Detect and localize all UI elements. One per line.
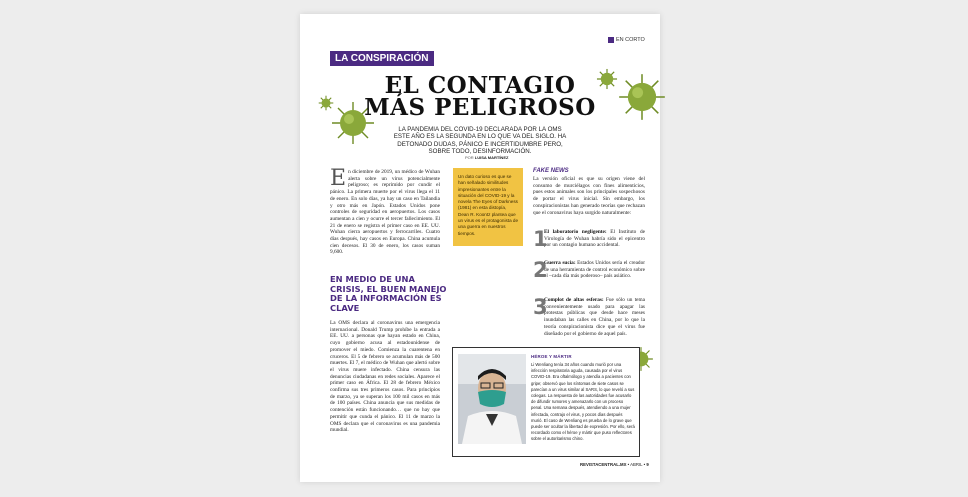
theory-number: 2 [533, 258, 548, 282]
crisis-body: La OMS declara al coronavirus una emergencia internacional. Donald Trump prohíbe la entrada a EE. UU. a personas que hayan estado en China, cuyo gobierno acusa al estadounidense de promover el miedo. Comienza la cuarentena en cruceros. El 5 de febrero se acumulan más de 500 muertes. El 7, el médico de Wuhan que alertó sobre el virus muere infectado. China censura las denuncias ciudadanas en redes sociales. Aparece el primer caso en África. El 28 de febrero México confirma sus tres primeros casos. Para principios de marzo, ya se superan los 100 mil casos en más de 100 países. China anuncia que sus medidas de contención están funcionando… que no hay que permitir que cunda el pánico. El 11 de marzo la OMS declara que el coronavirus es una pandemia mundial. [330, 320, 440, 434]
byline-author: LUISA MARTÍNEZ [474, 155, 509, 160]
theory-title: El laboratorio negligente: [544, 229, 607, 235]
page-number: 9 [646, 462, 649, 467]
intro-paragraph [330, 166, 440, 256]
hero-body: Li Wenliang tenía 34 años cuando murió por una infección respiratoria aguda, causada por el virus COVID-19. Era oftalmólogo y atendía a pacientes con gripe; observó que los síntomas de siete casos se parecían a un virus similar al SARS, lo que reveló a sus colegas. La respuesta de las autoridades fue acusarlo de difundir rumores y amenazarlo con un proceso penal. Una semana después, atendiendo a una mujer infectada, contrajo el virus, y pocos días después murió. El caso de Wenliang es prueba de lo grave que puede ser ocultar la libertad de expresión. Por ello, será recordado como el héroe y mártir que puso reflectores sobre el autoritarismo chino. [531, 362, 635, 442]
theory-item [533, 297, 645, 337]
article-title-line2: MÁS PELIGROSO [364, 94, 596, 121]
article-title-line1: EL CONTAGIO [384, 72, 576, 99]
theory-text: El Instituto de Virología de Wuhan habría sido el epicentro por un contagio humano accidental. [544, 229, 645, 249]
fake-news-body: La versión oficial es que su origen viene del consumo de murciélagos con fines alimenticios, pues estos animales son los principales sospechosos de portar el virus inicial. Sin embargo, los conspiracionistas han generado teorías que rechazan que el coronavirus haya surgido naturalmente: [533, 176, 645, 216]
byline [465, 155, 508, 160]
article-subtitle: LA PANDEMIA DEL COVID-19 DECLARADA POR LA OMS ESTE AÑO ES LA SEGUNDA EN LO QUE VA DEL SIGLO. HA DETONADO DUDAS, PÁNICO E INCERTIDUMBRE PERO, SOBRE TODO, DESINFORMACIÓN. [393, 126, 567, 156]
section-square-icon [608, 37, 614, 43]
hero-heading: HÉROE Y MÁRTIR [531, 354, 572, 359]
sidebar-note: Un dato curioso es que se han señalado similitudes impresionantes entre la situación del COVID-19 y la novela The Eyes of Darkness (1981) en esta distopía, Dean R. Koontz plantea que un virus es el protagonista de una guerra en nuestros tiempos. [453, 168, 523, 246]
theory-title: Guerra sucia: [544, 260, 576, 266]
section-label [608, 37, 645, 43]
crisis-heading: EN MEDIO DE UNA CRISIS, EL BUEN MANEJO DE LA INFORMACIÓN ES CLAVE [330, 274, 447, 313]
byline-prefix: POR [465, 155, 474, 160]
theory-number: 3 [533, 295, 548, 319]
theory-item [533, 260, 645, 280]
fake-news-label: FAKE NEWS [533, 168, 569, 174]
footer-site: REVISTACENTRAL.MX [580, 462, 627, 467]
drop-cap: E [330, 166, 347, 191]
page-footer: REVISTACENTRAL.MX • ABRIL • 9 [580, 462, 649, 467]
theory-item [533, 229, 645, 249]
mask-doctor-photo [458, 354, 526, 444]
theory-text: Estados Unidos sería el creador de una herramienta de control económico sobre el –cada día más poderoso– país asiático. [544, 260, 645, 280]
footer-month: ABRIL [630, 462, 643, 467]
theory-text: Fue sólo un tema convenientemente usado para apagar las protestas públicas que desde hace meses inundaban las calles en China, por lo que la teoría conspiracionista dice que el virus fue diseñado por el gobierno de aquel país. [544, 297, 645, 337]
section-tag: LA CONSPIRACIÓN [330, 51, 434, 66]
en-corto-label: EN CORTO [616, 37, 645, 43]
intro-text: n diciembre de 2019, un médico de Wuhan alerta sobre un virus potencialmente peligroso; es reprimido por cundir el pánico. La primera muerte por el virus llega el 11 de enero. En solo días, ya hay un caso en Tailandia y otro más en Japón. Estados Unidos pone controles de seguridad en aeropuertos. Los casos aumentan a cien y ocurre el tercer fallecimiento. El 21 de enero se registra el primer caso en EE. UU. Wuhan cierra aeropuertos y ferrocarriles. Cuatro días después, hay casos en Europa. China acumula cien decesos. El 30 de enero, los casos suman 9,600. [330, 169, 440, 256]
theory-number: 1 [533, 227, 548, 251]
theory-title: Complot de altas esferas: [544, 297, 604, 303]
